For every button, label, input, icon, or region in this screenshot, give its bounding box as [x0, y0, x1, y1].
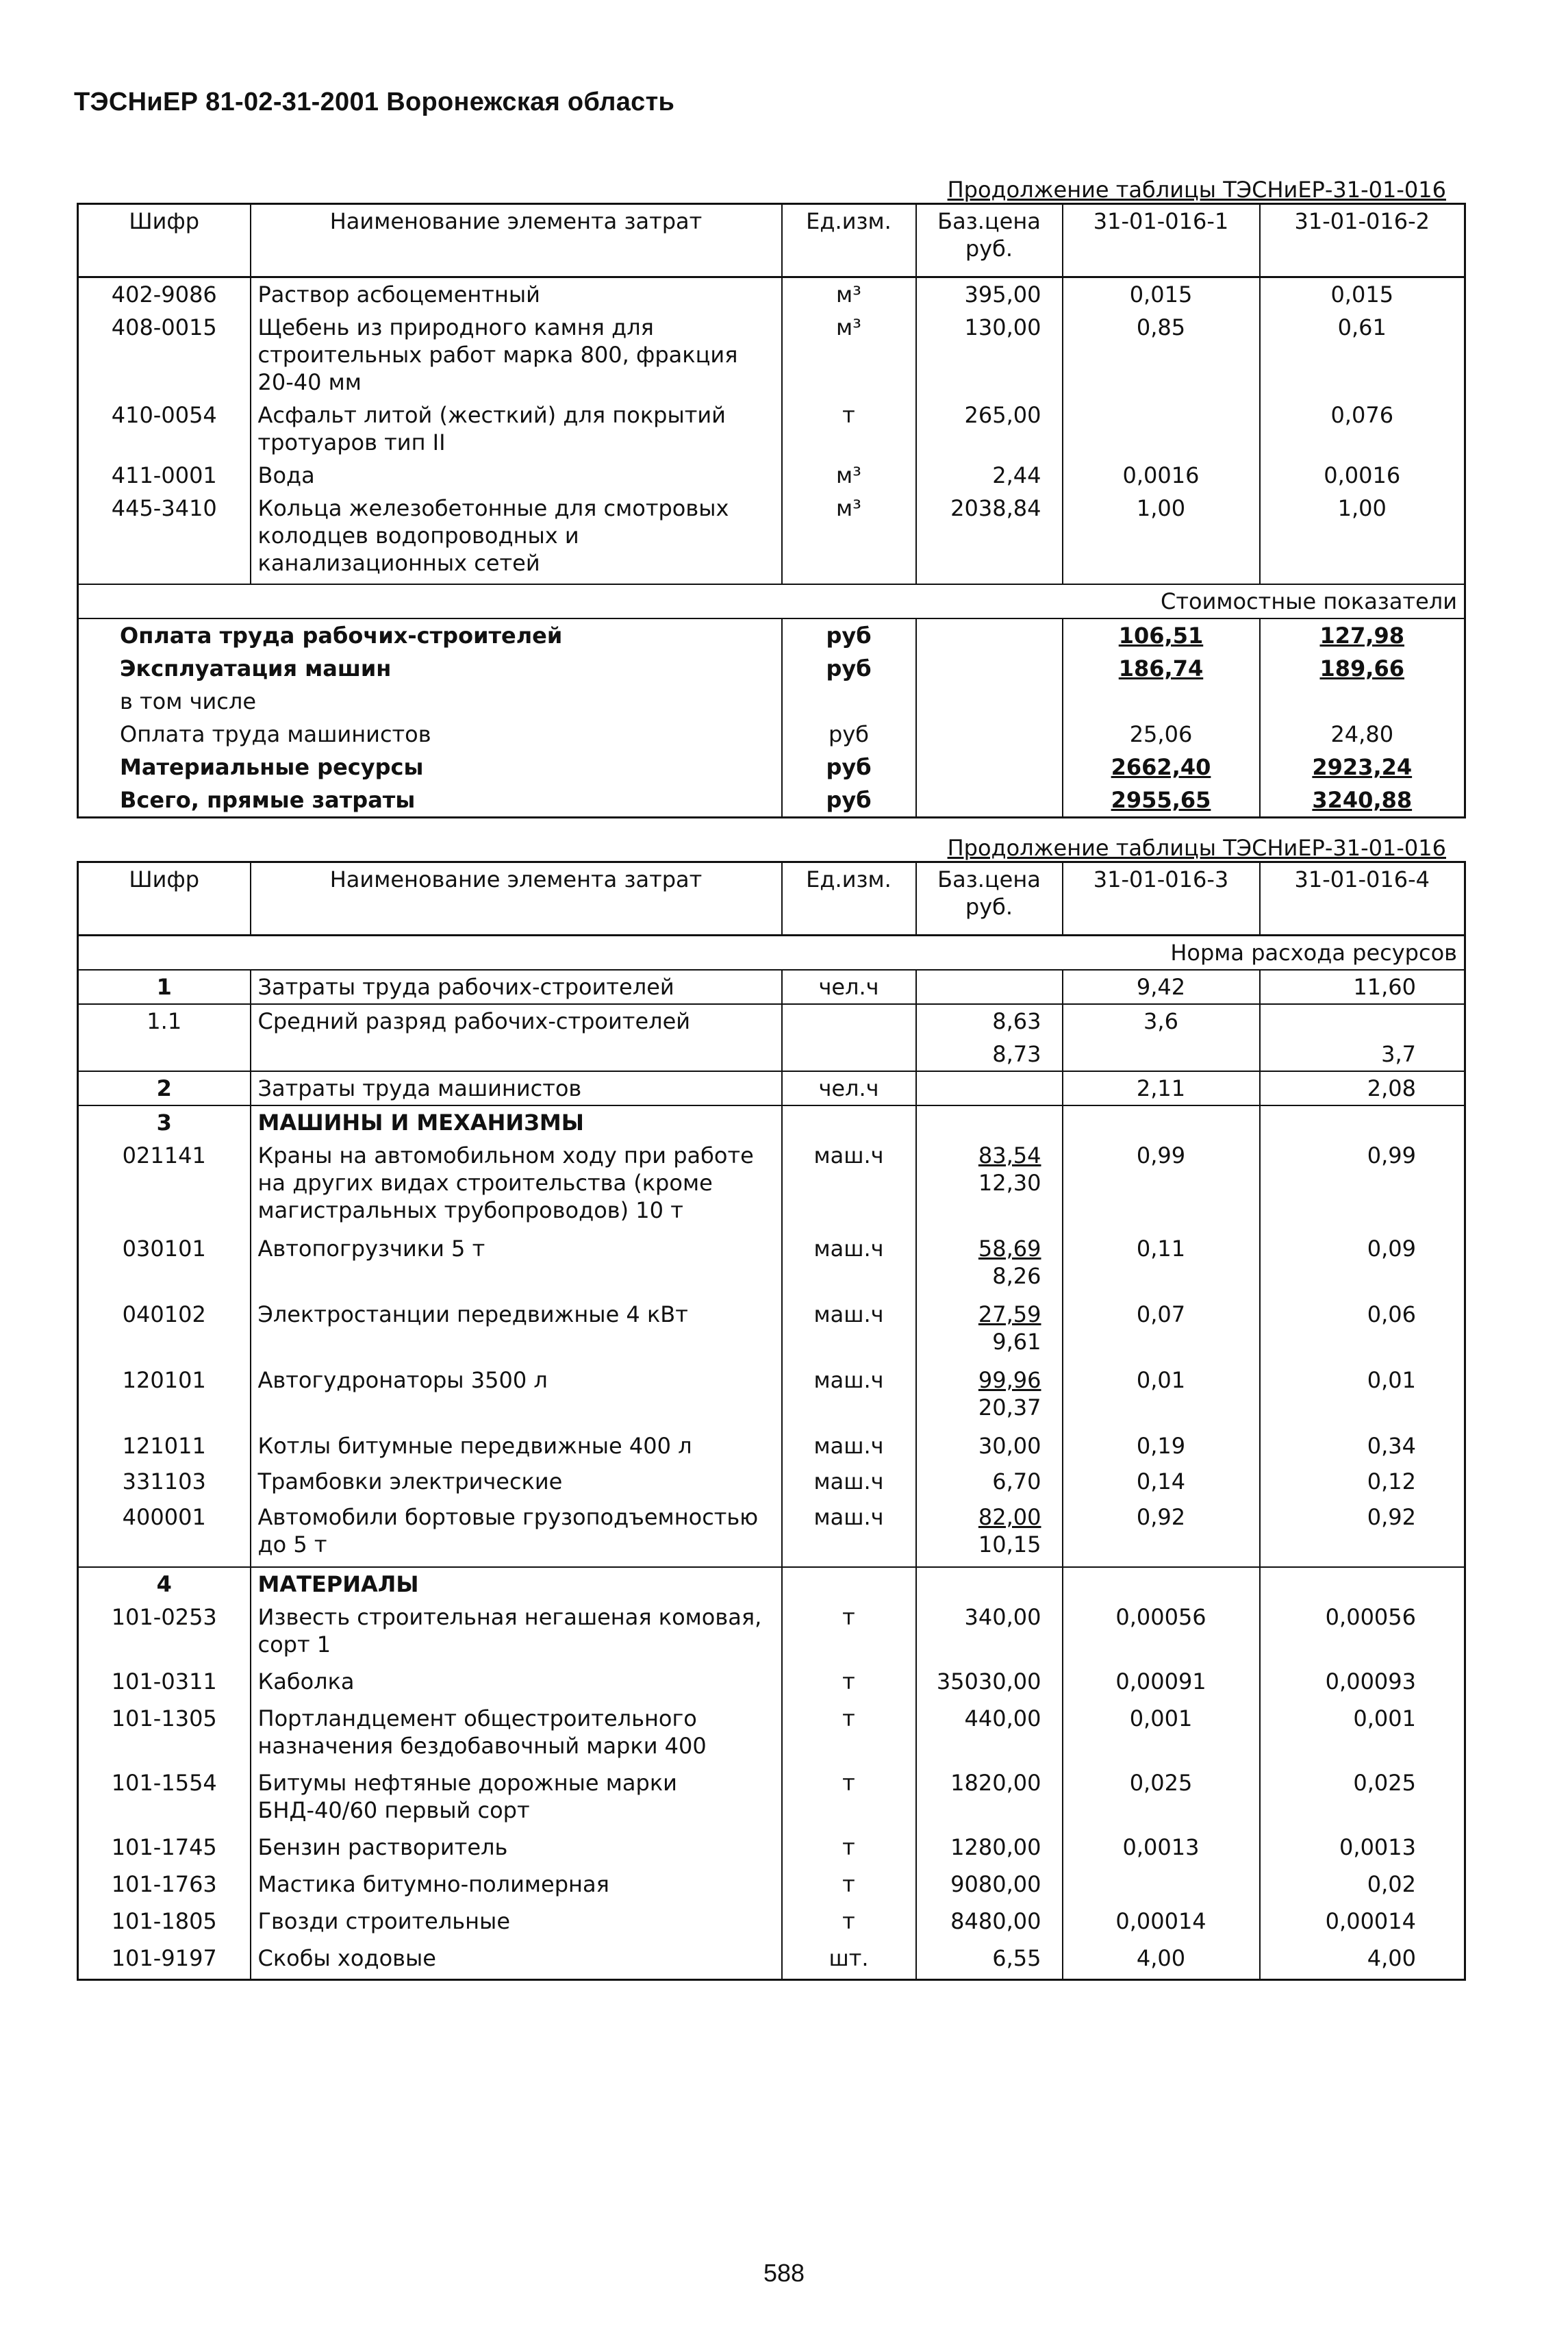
- section-title: МАТЕРИАЛЫ: [251, 1567, 782, 1601]
- price-base: 30,00: [978, 1433, 1041, 1459]
- value-cell: 0,015: [1063, 277, 1260, 312]
- page-title: ТЭСНиЕР 81-02-31-2001 Воронежская область: [74, 88, 675, 116]
- table-row: [78, 1601, 1465, 1665]
- table-header-row: [78, 204, 1465, 277]
- value-cell: 0,001: [1063, 1702, 1260, 1766]
- value-cell: [1063, 1868, 1260, 1905]
- price-cell: [916, 1298, 1063, 1364]
- unit-cell: т: [782, 1601, 916, 1665]
- code-cell: 101-0253: [78, 1601, 251, 1665]
- summary-row: [78, 751, 1465, 784]
- unit-cell: маш.ч: [782, 1298, 916, 1364]
- unit-cell: маш.ч: [782, 1232, 916, 1298]
- value-cell: 3,7: [1260, 1038, 1465, 1071]
- table-row: [78, 311, 1465, 399]
- table-row: [78, 1004, 1465, 1038]
- value-cell: 1,00: [1260, 492, 1465, 584]
- table-row: [78, 970, 1465, 1004]
- section-number: 4: [78, 1567, 251, 1601]
- price-base: 58,69: [978, 1236, 1041, 1262]
- code-cell: 408-0015: [78, 311, 251, 399]
- price-operator-wage: 9,61: [992, 1329, 1041, 1355]
- value-cell: 0,61: [1260, 311, 1465, 399]
- col-header-name: Наименование элемента затрат: [251, 862, 782, 936]
- code-cell: 030101: [78, 1232, 251, 1298]
- unit-cell: м³: [782, 277, 916, 312]
- value-cell: 0,025: [1260, 1766, 1465, 1831]
- summary-value: 106,51: [1063, 618, 1260, 652]
- summary-unit: руб: [782, 618, 916, 652]
- price-cell: 340,00: [916, 1601, 1063, 1665]
- price-cell: [916, 1139, 1063, 1232]
- value-cell: 4,00: [1063, 1942, 1260, 1980]
- table-row: [78, 1501, 1465, 1567]
- table-row: [78, 1232, 1465, 1298]
- unit-cell: т: [782, 1766, 916, 1831]
- name-cell: Каболка: [251, 1665, 782, 1702]
- table-row: [78, 1665, 1465, 1702]
- name-cell: Битумы нефтяные дорожные марки БНД-40/60 первый сорт: [251, 1766, 782, 1831]
- value-cell: 0,02: [1260, 1868, 1465, 1905]
- summary-row: [78, 718, 1465, 751]
- section-row: [78, 1567, 1465, 1601]
- code-cell: 101-1554: [78, 1766, 251, 1831]
- value-cell: 0,0016: [1260, 459, 1465, 492]
- value-cell: 1,00: [1063, 492, 1260, 584]
- page-number: 588: [763, 2259, 805, 2287]
- summary-value: [1063, 685, 1260, 718]
- value-cell: 0,001: [1260, 1702, 1465, 1766]
- price-cell: [916, 1501, 1063, 1567]
- price-cell: [916, 652, 1063, 685]
- empty-cell: [1063, 1105, 1260, 1139]
- empty-cell: [782, 1567, 916, 1601]
- summary-value: 2662,40: [1063, 751, 1260, 784]
- code-cell: 101-0311: [78, 1665, 251, 1702]
- price-cell: 8,63: [916, 1004, 1063, 1038]
- value-cell: 0,99: [1260, 1139, 1465, 1232]
- price-base: 27,59: [978, 1301, 1041, 1327]
- value-cell: 0,14: [1063, 1465, 1260, 1501]
- summary-value: 25,06: [1063, 718, 1260, 751]
- price-operator-wage: 8,26: [992, 1263, 1041, 1289]
- code-cell: 1.1: [78, 1004, 251, 1038]
- value-cell: 9,42: [1063, 970, 1260, 1004]
- col-header-variant-4: 31-01-016-4: [1260, 862, 1465, 936]
- price-cell: 1820,00: [916, 1766, 1063, 1831]
- name-cell: Гвозди строительные: [251, 1905, 782, 1942]
- code-cell: [78, 1038, 251, 1071]
- price-cell: 6,55: [916, 1942, 1063, 1980]
- table-row: [78, 1429, 1465, 1465]
- summary-row: [78, 685, 1465, 718]
- name-cell: Кольца железобетонные для смотровых колодцев водопроводных и канализационных сетей: [251, 492, 782, 584]
- col-header-price: Баз.цена руб.: [916, 204, 1063, 277]
- value-cell: [1063, 399, 1260, 459]
- empty-cell: [916, 1567, 1063, 1601]
- table-row: [78, 1071, 1465, 1105]
- value-cell: 0,11: [1063, 1232, 1260, 1298]
- value-cell: 11,60: [1260, 970, 1465, 1004]
- unit-cell: чел.ч: [782, 1071, 916, 1105]
- value-cell: 0,09: [1260, 1232, 1465, 1298]
- value-cell: 0,01: [1260, 1364, 1465, 1429]
- banner-label: Норма расхода ресурсов: [78, 936, 1465, 971]
- code-cell: 121011: [78, 1429, 251, 1465]
- unit-cell: шт.: [782, 1942, 916, 1980]
- table-row: [78, 1702, 1465, 1766]
- code-cell: 2: [78, 1071, 251, 1105]
- name-cell: Автомобили бортовые грузоподъемностью до 5 т: [251, 1501, 782, 1567]
- code-cell: 021141: [78, 1139, 251, 1232]
- name-cell: Краны на автомобильном ходу при работе на других видах строительства (кроме магистральных трубопроводов) 10 т: [251, 1139, 782, 1232]
- price-cell: [916, 618, 1063, 652]
- value-cell: 0,015: [1260, 277, 1465, 312]
- value-cell: 3,6: [1063, 1004, 1260, 1038]
- table-row: [78, 1364, 1465, 1429]
- value-cell: 0,07: [1063, 1298, 1260, 1364]
- price-cell: [916, 685, 1063, 718]
- value-cell: 0,99: [1063, 1139, 1260, 1232]
- table-row: [78, 1868, 1465, 1905]
- code-cell: 1: [78, 970, 251, 1004]
- name-cell: Автогудронаторы 3500 л: [251, 1364, 782, 1429]
- unit-cell: маш.ч: [782, 1429, 916, 1465]
- value-cell: 0,06: [1260, 1298, 1465, 1364]
- price-cell: [916, 718, 1063, 751]
- name-cell: Бензин растворитель: [251, 1831, 782, 1868]
- name-cell: Асфальт литой (жесткий) для покрытий тротуаров тип II: [251, 399, 782, 459]
- col-header-unit: Ед.изм.: [782, 862, 916, 936]
- price-cell: 9080,00: [916, 1868, 1063, 1905]
- empty-cell: [1260, 1567, 1465, 1601]
- summary-unit: руб: [782, 652, 916, 685]
- unit-cell: [782, 1038, 916, 1071]
- price-base: 99,96: [978, 1367, 1041, 1393]
- price-base: 6,70: [992, 1468, 1041, 1494]
- value-cell: [1260, 1004, 1465, 1038]
- value-cell: 0,00093: [1260, 1665, 1465, 1702]
- name-cell: Мастика битумно-полимерная: [251, 1868, 782, 1905]
- summary-unit: руб: [782, 751, 916, 784]
- code-cell: 101-1763: [78, 1868, 251, 1905]
- code-cell: 410-0054: [78, 399, 251, 459]
- value-cell: 4,00: [1260, 1942, 1465, 1980]
- summary-value: 2955,65: [1063, 784, 1260, 818]
- price-cell: 8,73: [916, 1038, 1063, 1071]
- table-row: [78, 492, 1465, 584]
- table-row: [78, 399, 1465, 459]
- code-cell: 120101: [78, 1364, 251, 1429]
- unit-cell: м³: [782, 459, 916, 492]
- unit-cell: т: [782, 1702, 916, 1766]
- price-cell: [916, 751, 1063, 784]
- unit-cell: т: [782, 1831, 916, 1868]
- price-base: 83,54: [978, 1142, 1041, 1168]
- price-cell: 2,44: [916, 459, 1063, 492]
- table-row: [78, 1298, 1465, 1364]
- name-cell: Котлы битумные передвижные 400 л: [251, 1429, 782, 1465]
- unit-cell: т: [782, 1868, 916, 1905]
- summary-label: Эксплуатация машин: [78, 652, 782, 685]
- price-cell: 8480,00: [916, 1905, 1063, 1942]
- section-row: [78, 1105, 1465, 1139]
- price-cell: 395,00: [916, 277, 1063, 312]
- norm-banner: [78, 936, 1465, 971]
- value-cell: 0,00014: [1260, 1905, 1465, 1942]
- code-cell: 400001: [78, 1501, 251, 1567]
- value-cell: 0,076: [1260, 399, 1465, 459]
- code-cell: 331103: [78, 1465, 251, 1501]
- unit-cell: т: [782, 1665, 916, 1702]
- name-cell: Известь строительная негашеная комовая, сорт 1: [251, 1601, 782, 1665]
- name-cell: Средний разряд рабочих-строителей: [251, 1004, 782, 1038]
- summary-unit: руб: [782, 718, 916, 751]
- price-cell: 35030,00: [916, 1665, 1063, 1702]
- value-cell: [1063, 1038, 1260, 1071]
- empty-cell: [916, 1105, 1063, 1139]
- section-number: 3: [78, 1105, 251, 1139]
- unit-cell: т: [782, 399, 916, 459]
- name-cell: [251, 1038, 782, 1071]
- name-cell: Раствор асбоцементный: [251, 277, 782, 312]
- name-cell: Вода: [251, 459, 782, 492]
- name-cell: Затраты труда машинистов: [251, 1071, 782, 1105]
- value-cell: 0,12: [1260, 1465, 1465, 1501]
- summary-value: 189,66: [1260, 652, 1465, 685]
- table-row: [78, 1905, 1465, 1942]
- summary-row: [78, 618, 1465, 652]
- value-cell: 0,92: [1063, 1501, 1260, 1567]
- code-cell: 101-9197: [78, 1942, 251, 1980]
- value-cell: 0,025: [1063, 1766, 1260, 1831]
- resource-table-1: [77, 203, 1466, 818]
- unit-cell: маш.ч: [782, 1501, 916, 1567]
- price-cell: 2038,84: [916, 492, 1063, 584]
- table-row: [78, 1465, 1465, 1501]
- col-header-variant-2: 31-01-016-2: [1260, 204, 1465, 277]
- summary-unit: руб: [782, 784, 916, 818]
- summary-row: [78, 784, 1465, 818]
- table-row: [78, 459, 1465, 492]
- price-cell: [916, 1429, 1063, 1465]
- section-title: МАШИНЫ И МЕХАНИЗМЫ: [251, 1105, 782, 1139]
- name-cell: Автопогрузчики 5 т: [251, 1232, 782, 1298]
- table-row: [78, 1942, 1465, 1980]
- unit-cell: т: [782, 1905, 916, 1942]
- code-cell: 445-3410: [78, 492, 251, 584]
- code-cell: 101-1745: [78, 1831, 251, 1868]
- empty-cell: [1260, 1105, 1465, 1139]
- name-cell: Скобы ходовые: [251, 1942, 782, 1980]
- name-cell: Трамбовки электрические: [251, 1465, 782, 1501]
- code-cell: 040102: [78, 1298, 251, 1364]
- table-row: [78, 1139, 1465, 1232]
- col-header-name: Наименование элемента затрат: [251, 204, 782, 277]
- code-cell: 402-9086: [78, 277, 251, 312]
- value-cell: 0,34: [1260, 1429, 1465, 1465]
- price-cell: 265,00: [916, 399, 1063, 459]
- summary-value: 127,98: [1260, 618, 1465, 652]
- price-cell: [916, 1071, 1063, 1105]
- price-cell: [916, 784, 1063, 818]
- banner-label: Стоимостные показатели: [78, 584, 1465, 618]
- code-cell: 101-1805: [78, 1905, 251, 1942]
- code-cell: 411-0001: [78, 459, 251, 492]
- value-cell: 0,00056: [1260, 1601, 1465, 1665]
- value-cell: 0,0013: [1063, 1831, 1260, 1868]
- price-cell: [916, 1465, 1063, 1501]
- summary-row: [78, 652, 1465, 685]
- summary-unit: [782, 685, 916, 718]
- summary-label: в том числе: [78, 685, 782, 718]
- col-header-code: Шифр: [78, 204, 251, 277]
- unit-cell: маш.ч: [782, 1139, 916, 1232]
- empty-cell: [782, 1105, 916, 1139]
- value-cell: 2,08: [1260, 1071, 1465, 1105]
- resource-table-2: [77, 861, 1466, 1981]
- price-operator-wage: 20,37: [978, 1394, 1041, 1421]
- col-header-variant-3: 31-01-016-3: [1063, 862, 1260, 936]
- name-cell: Щебень из природного камня для строительных работ марка 800, фракция 20-40 мм: [251, 311, 782, 399]
- value-cell: 0,85: [1063, 311, 1260, 399]
- col-header-code: Шифр: [78, 862, 251, 936]
- price-base: 82,00: [978, 1504, 1041, 1530]
- summary-value: 2923,24: [1260, 751, 1465, 784]
- unit-cell: м³: [782, 492, 916, 584]
- name-cell: Портландцемент общестроительного назначения бездобавочный марки 400: [251, 1702, 782, 1766]
- price-cell: 440,00: [916, 1702, 1063, 1766]
- price-cell: 130,00: [916, 311, 1063, 399]
- price-cell: 1280,00: [916, 1831, 1063, 1868]
- col-header-variant-1: 31-01-016-1: [1063, 204, 1260, 277]
- value-cell: 0,01: [1063, 1364, 1260, 1429]
- summary-label: Оплата труда рабочих-строителей: [78, 618, 782, 652]
- price-cell: [916, 970, 1063, 1004]
- unit-cell: маш.ч: [782, 1465, 916, 1501]
- col-header-price: Баз.цена руб.: [916, 862, 1063, 936]
- value-cell: 0,00056: [1063, 1601, 1260, 1665]
- value-cell: 0,19: [1063, 1429, 1260, 1465]
- summary-value: 186,74: [1063, 652, 1260, 685]
- code-cell: 101-1305: [78, 1702, 251, 1766]
- value-cell: 0,0013: [1260, 1831, 1465, 1868]
- value-cell: 2,11: [1063, 1071, 1260, 1105]
- price-cell: [916, 1232, 1063, 1298]
- table-row: [78, 1766, 1465, 1831]
- table1-caption: Продолжение таблицы ТЭСНиЕР-31-01-016: [947, 177, 1446, 203]
- table-row: [78, 1038, 1465, 1071]
- unit-cell: м³: [782, 311, 916, 399]
- table-header-row: [78, 862, 1465, 936]
- value-cell: 0,00091: [1063, 1665, 1260, 1702]
- name-cell: Затраты труда рабочих-строителей: [251, 970, 782, 1004]
- summary-label: Оплата труда машинистов: [78, 718, 782, 751]
- summary-value: 3240,88: [1260, 784, 1465, 818]
- price-cell: [916, 1364, 1063, 1429]
- price-operator-wage: 10,15: [978, 1531, 1041, 1557]
- name-cell: Электростанции передвижные 4 кВт: [251, 1298, 782, 1364]
- value-cell: 0,92: [1260, 1501, 1465, 1567]
- unit-cell: [782, 1004, 916, 1038]
- table2-caption: Продолжение таблицы ТЭСНиЕР-31-01-016: [947, 835, 1446, 861]
- value-cell: 0,0016: [1063, 459, 1260, 492]
- unit-cell: маш.ч: [782, 1364, 916, 1429]
- summary-value: [1260, 685, 1465, 718]
- col-header-unit: Ед.изм.: [782, 204, 916, 277]
- summary-label: Материальные ресурсы: [78, 751, 782, 784]
- unit-cell: чел.ч: [782, 970, 916, 1004]
- table-row: [78, 1831, 1465, 1868]
- summary-value: 24,80: [1260, 718, 1465, 751]
- price-operator-wage: 12,30: [978, 1170, 1041, 1196]
- value-cell: 0,00014: [1063, 1905, 1260, 1942]
- cost-indicators-banner: [78, 584, 1465, 618]
- table-row: [78, 277, 1465, 312]
- summary-label: Всего, прямые затраты: [78, 784, 782, 818]
- empty-cell: [1063, 1567, 1260, 1601]
